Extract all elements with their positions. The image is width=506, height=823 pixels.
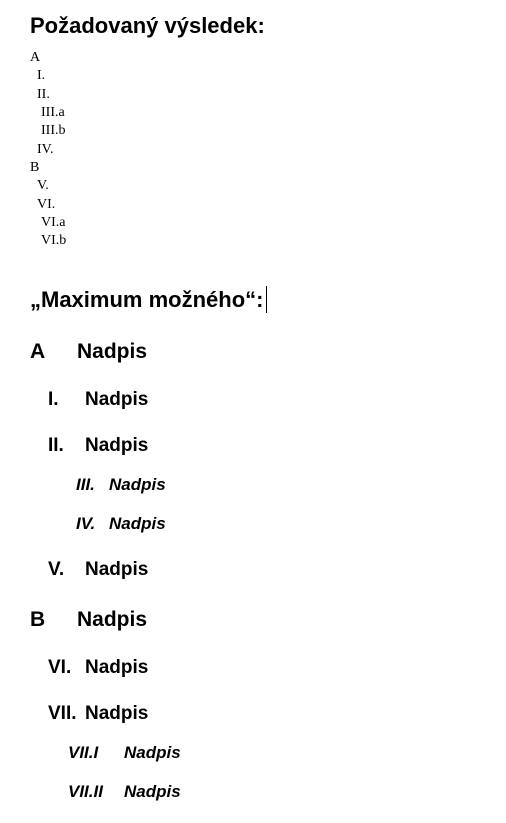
list-item: III.a bbox=[41, 105, 65, 120]
list-item: II. bbox=[37, 87, 50, 102]
heading-number: VII. bbox=[48, 703, 77, 724]
heading-number: B bbox=[30, 608, 46, 631]
list-item: A bbox=[30, 50, 41, 65]
heading-text: Nadpis bbox=[77, 340, 148, 363]
heading-number: A bbox=[30, 340, 46, 363]
heading-text: Nadpis bbox=[77, 608, 148, 631]
heading-number: I. bbox=[48, 389, 59, 410]
text-cursor bbox=[266, 286, 267, 313]
heading-number: VII.I bbox=[68, 743, 99, 762]
heading-number: III. bbox=[76, 475, 95, 494]
list-item: VI.a bbox=[41, 215, 66, 230]
list-item: IV. bbox=[37, 142, 54, 157]
list-item: VI.b bbox=[41, 233, 67, 248]
heading-text: Nadpis bbox=[85, 559, 149, 580]
heading-text: Nadpis bbox=[85, 657, 149, 678]
heading-text: Nadpis bbox=[109, 514, 166, 533]
heading-text: Nadpis bbox=[85, 703, 149, 724]
heading-number: V. bbox=[48, 559, 65, 580]
list-item: VI. bbox=[37, 197, 56, 212]
section-title-text: „Maximum možného“: bbox=[30, 287, 264, 312]
heading-number: IV. bbox=[76, 514, 96, 533]
heading-text: Nadpis bbox=[85, 389, 149, 410]
list-item: I. bbox=[37, 68, 46, 83]
heading-text: Nadpis bbox=[109, 475, 166, 494]
heading-text: Nadpis bbox=[85, 435, 149, 456]
heading-number: II. bbox=[48, 435, 64, 456]
heading-number: VII.II bbox=[68, 782, 103, 801]
heading-number: VI. bbox=[48, 657, 72, 678]
list-item: B bbox=[30, 160, 40, 175]
section-title-maximum-possible bbox=[30, 286, 267, 313]
list-item: III.b bbox=[41, 123, 66, 138]
heading-text: Nadpis bbox=[124, 782, 181, 801]
list-item: V. bbox=[37, 178, 49, 193]
section-title-desired-result: Požadovaný výsledek: bbox=[30, 13, 265, 38]
heading-text: Nadpis bbox=[124, 743, 181, 762]
